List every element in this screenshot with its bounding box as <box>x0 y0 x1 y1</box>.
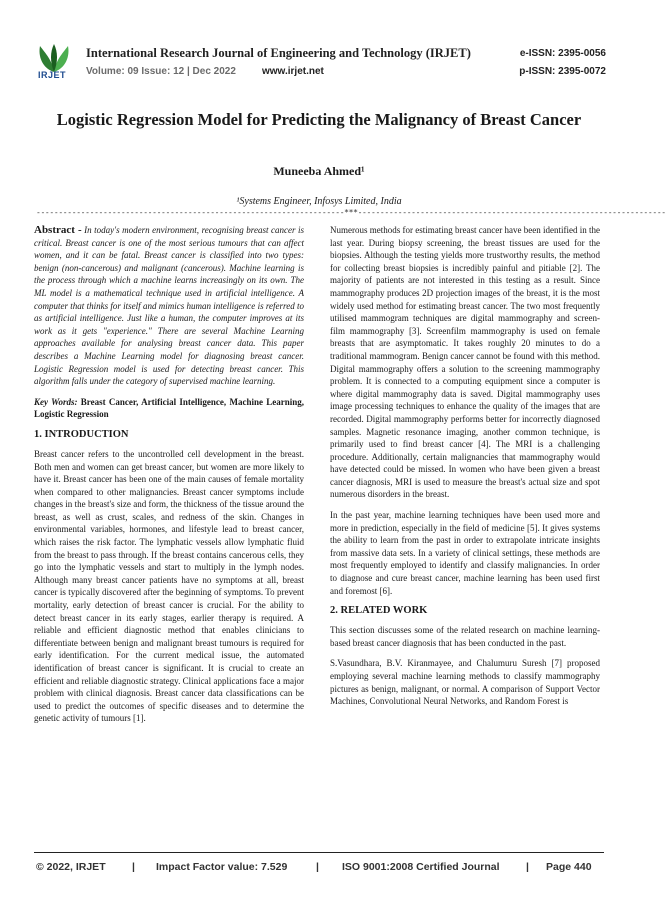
journal-url[interactable]: www.irjet.net <box>262 66 324 77</box>
header-separator: ---------------------------------------------------------------------***--------------------------------------------------------------------- <box>36 208 666 217</box>
right-column <box>330 224 600 716</box>
footer-page-number: Page 440 <box>546 861 592 873</box>
keywords-label: Key Words: <box>34 396 78 407</box>
eissn: e-ISSN: 2395-0056 <box>519 48 606 59</box>
section-heading-introduction: 1. INTRODUCTION <box>34 428 129 440</box>
section-heading-related-work: 2. RELATED WORK <box>330 605 428 617</box>
pissn: p-ISSN: 2395-0072 <box>519 66 606 77</box>
footer-separator: | <box>316 861 319 873</box>
paper-title: Logistic Regression Model for Predicting the Malignancy of Breast Cancer <box>56 110 582 129</box>
abstract-text: In today's modern environment, recognising breast cancer is critical. Breast cancer is one of the most serious tumours that can affect women, and it can be fatal. Breast cancer is classified into two types: benign (non-cancerous) and malignant (cancerous). Machine learning is the process through which a machine learns increasingly on its own. The ML model is a mathematical technique used in artificial intelligence. A computer that thinks for itself and mimics human intelligence is referred to as artificial intelligence. Just like a human, the computer improves at its work as it gets "experience." There are several Machine Learning approaches available for analysing breast cancer data. This paper describes a Machine Learning model for diagnosing breast cancer. Logistic Regression model is used for detecting breast cancer. This algorithm falls under the category of supervised machine learning. <box>34 225 304 387</box>
irjet-logo <box>34 42 74 88</box>
footer-separator: | <box>526 861 529 873</box>
related-paragraph-1: This section discusses some of the related research on machine learning-based breast cancer diagnosis that has been conducted in the past. <box>330 625 600 648</box>
footer-separator: | <box>132 861 135 873</box>
volume-issue: Volume: 09 Issue: 12 | Dec 2022 <box>86 66 236 77</box>
keywords-text: Breast Cancer, Artificial Intelligence, Machine Learning, Logistic Regression <box>34 396 305 420</box>
footer-impact-factor: Impact Factor value: 7.529 <box>156 861 288 873</box>
intro-paragraph-3: In the past year, machine learning techniques have been used more and more in prediction, especially in the field of medicine [5]. It gives systems the ability to learn from the past in order to extrapolate intricate insights from massive data sets. In a variety of clinical settings, these methods are most frequently employed to identify and classify malignancies. In order to diagnose and cure breast cancer, machine learning has been used first and foremost [6]. <box>330 510 600 596</box>
related-paragraph-2: S.Vasundhara, B.V. Kiranmayee, and Chalumuru Suresh [7] proposed employing several machine learning methods to classify mammography pictures as benign, malignant, or normal. A comparison of Support Vector Machines, Convolutional Neural Networks, and Random Forest is <box>330 658 600 707</box>
logo-text: IRJET <box>38 70 67 80</box>
journal-header <box>0 0 638 96</box>
author-affiliation: ¹Systems Engineer, Infosys Limited, India <box>236 196 402 207</box>
abstract-label: Abstract - <box>34 224 82 236</box>
author-name: Muneeba Ahmed¹ <box>273 164 365 178</box>
footer-iso: ISO 9001:2008 Certified Journal <box>342 861 500 873</box>
journal-name: International Research Journal of Engineering and Technology (IRJET) <box>86 46 471 60</box>
footer-rule <box>34 852 604 853</box>
abstract <box>34 224 304 388</box>
intro-paragraph-2: Numerous methods for estimating breast cancer have been identified in the last year. During biopsy screening, the breast tissues are used for the biopsies. Although the testing yields more trustworthy results, the method for collecting breast biopsies is incredibly painful and pitiable [2]. The majority of patients are not interested in this testing as a result. Since mammography produces 2D projection images of the breast, it is the most widely used method for estimating breast cancer. The two most frequently utilised mammogram techniques are digital mammography and screen-film mammography [3]. Screenfilm mammography is used on female breasts that are asymptomatic. It takes roughly 20 minutes to do a traditional mammogram. Benign cancer cannot be found with this method. Digital mammography offers a solution to the screening mammography problem. It is connected to a computing equipment since a computer is where digital mammography data is saved. Digital mammography uses image processing techniques to enhance the quality of the images that are recorded. Digital mammography performs better for incorrectly diagnosed samples. Magnetic resonance imaging, another common technique, is primarily used to find breast cancer [4]. The MRI is a challenging procedure. Additionally, certain malignancies that mammography would have detected could be missed. In women who have been given a breast cancer diagnosis, MRI is used to measure the breast's actual size and spot numerous disorders in the breast. <box>330 225 600 500</box>
left-column <box>34 224 304 733</box>
intro-paragraph-1: Breast cancer refers to the uncontrolled cell development in the breast. Both men and women can get breast cancer, but women are more likely to have it. Breast cancer has been one of the main causes of female mortality when compared to other malignancies. Breast cancer symptoms include changes in the breast's size and form, the thickness of the tissue around the breast, as well as crust, scales, and redness of the skin. Changes in environmental variables, hormones, and lifestyle lead to breast cancer, which raises the risk factor. The lymphatic vessels allow lymphatic fluid from the breast to pass through. If the breast contains cancerous cells, they go into the lymphatic vessels and start to multiply in the lymph nodes. Although many breast cancer patients have no symptoms at all, breast cancer is typically discovered after the beginning of symptoms. To prevent mortality, early detection of breast cancer is crucial. For the ability to detect breast cancer in its early stages, earlier therapy is required. A reliable and efficient diagnostic method that enables clinicians to differentiate between benign and malignant breast tumours is required for early identification. For the current medical issue, the automated identification of breast cancer is significant. It is crucial to create an efficient and reliable diagnostic strategy. Clinical applications face a major problem with clinical diagnosis. Breast cancer data classifications can be used to predict the outcomes of specific diseases and to determine the genetic activity of tumours [1]. <box>34 448 304 724</box>
footer-copyright: © 2022, IRJET <box>36 861 106 873</box>
keywords <box>34 396 304 421</box>
